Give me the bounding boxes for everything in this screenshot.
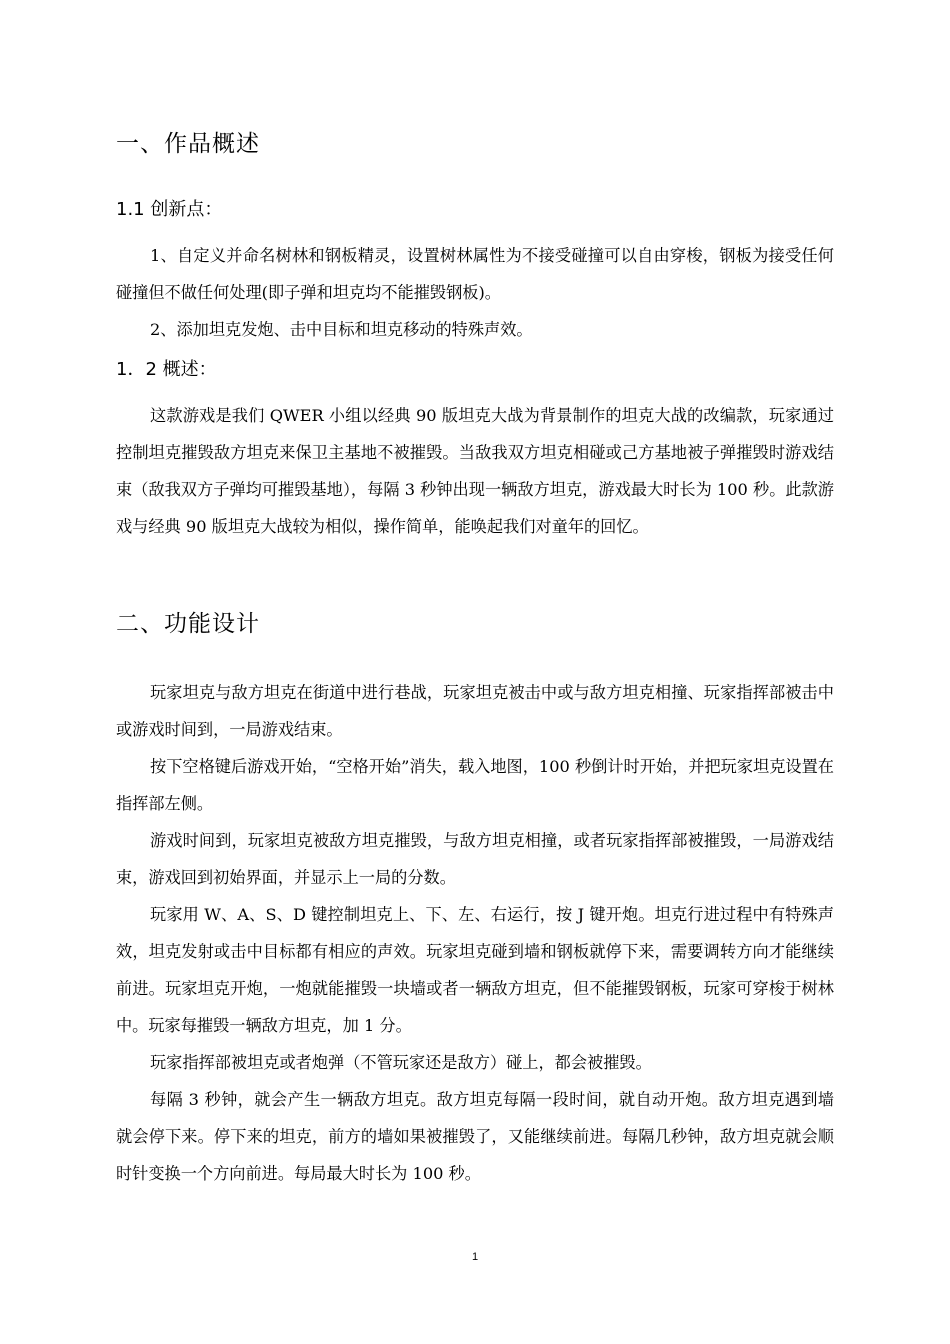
function-paragraph-6: 每隔 3 秒钟，就会产生一辆敌方坦克。敌方坦克每隔一段时间，就自动开炮。敌方坦克遇到墙就会停下来。停下来的坦克，前方的墙如果被摧毁了，又能继续前进。每隔几秒钟，敌方坦克就会顺时针变换一个方向前进。每局最大时长为 100 秒。 [116,1090,834,1183]
function-paragraph-5: 玩家指挥部被坦克或者炮弹（不管玩家还是敌方）碰上，都会被摧毁。 [150,1053,652,1072]
subsection-1-1-heading: 1.1 创新点： [116,199,223,220]
subsection-1-2-heading: 1．2 概述： [116,359,217,380]
innovation-paragraph-2: 2、添加坦克发炮、击中目标和坦克移动的特殊声效。 [150,320,533,339]
function-paragraph-1: 玩家坦克与敌方坦克在街道中进行巷战，玩家坦克被击中或与敌方坦克相撞、玩家指挥部被击中或游戏时间到，一局游戏结束。 [116,683,834,739]
innovation-paragraph-1: 1、自定义并命名树林和钢板精灵，设置树林属性为不接受碰撞可以自由穿梭，钢板为接受任何碰撞但不做任何处理(即子弹和坦克均不能摧毁钢板)。 [116,246,834,302]
function-paragraph-3: 游戏时间到，玩家坦克被敌方坦克摧毁，与敌方坦克相撞，或者玩家指挥部被摧毁，一局游戏结束，游戏回到初始界面，并显示上一局的分数。 [116,831,834,887]
overview-paragraph: 这款游戏是我们 QWER 小组以经典 90 版坦克大战为背景制作的坦克大战的改编款，玩家通过控制坦克摧毁敌方坦克来保卫主基地不被摧毁。当敌我双方坦克相碰或己方基地被子弹摧毁时游戏结束（敌我双方子弹均可摧毁基地），每隔 3 秒钟出现一辆敌方坦克，游戏最大时长为 100 秒。此款游戏与经典 90 版坦克大战较为相似，操作简单，能唤起我们对童年的回忆。 [116,406,834,536]
section-2-heading: 二、功能设计 [116,611,260,637]
section-1-heading: 一、作品概述 [116,131,260,157]
page-number: 1 [471,1251,479,1263]
function-paragraph-4: 玩家用 W、A、S、D 键控制坦克上、下、左、右运行，按 J 键开炮。坦克行进过程中有特殊声效，坦克发射或击中目标都有相应的声效。玩家坦克碰到墙和钢板就停下来，需要调转方向才能继续前进。玩家坦克开炮，一炮就能摧毁一块墙或者一辆敌方坦克，但不能摧毁钢板，玩家可穿梭于树林中。玩家每摧毁一辆敌方坦克，加 1 分。 [116,905,834,1035]
function-paragraph-2: 按下空格键后游戏开始，“空格开始”消失，载入地图，100 秒倒计时开始，并把玩家坦克设置在指挥部左侧。 [116,757,834,813]
